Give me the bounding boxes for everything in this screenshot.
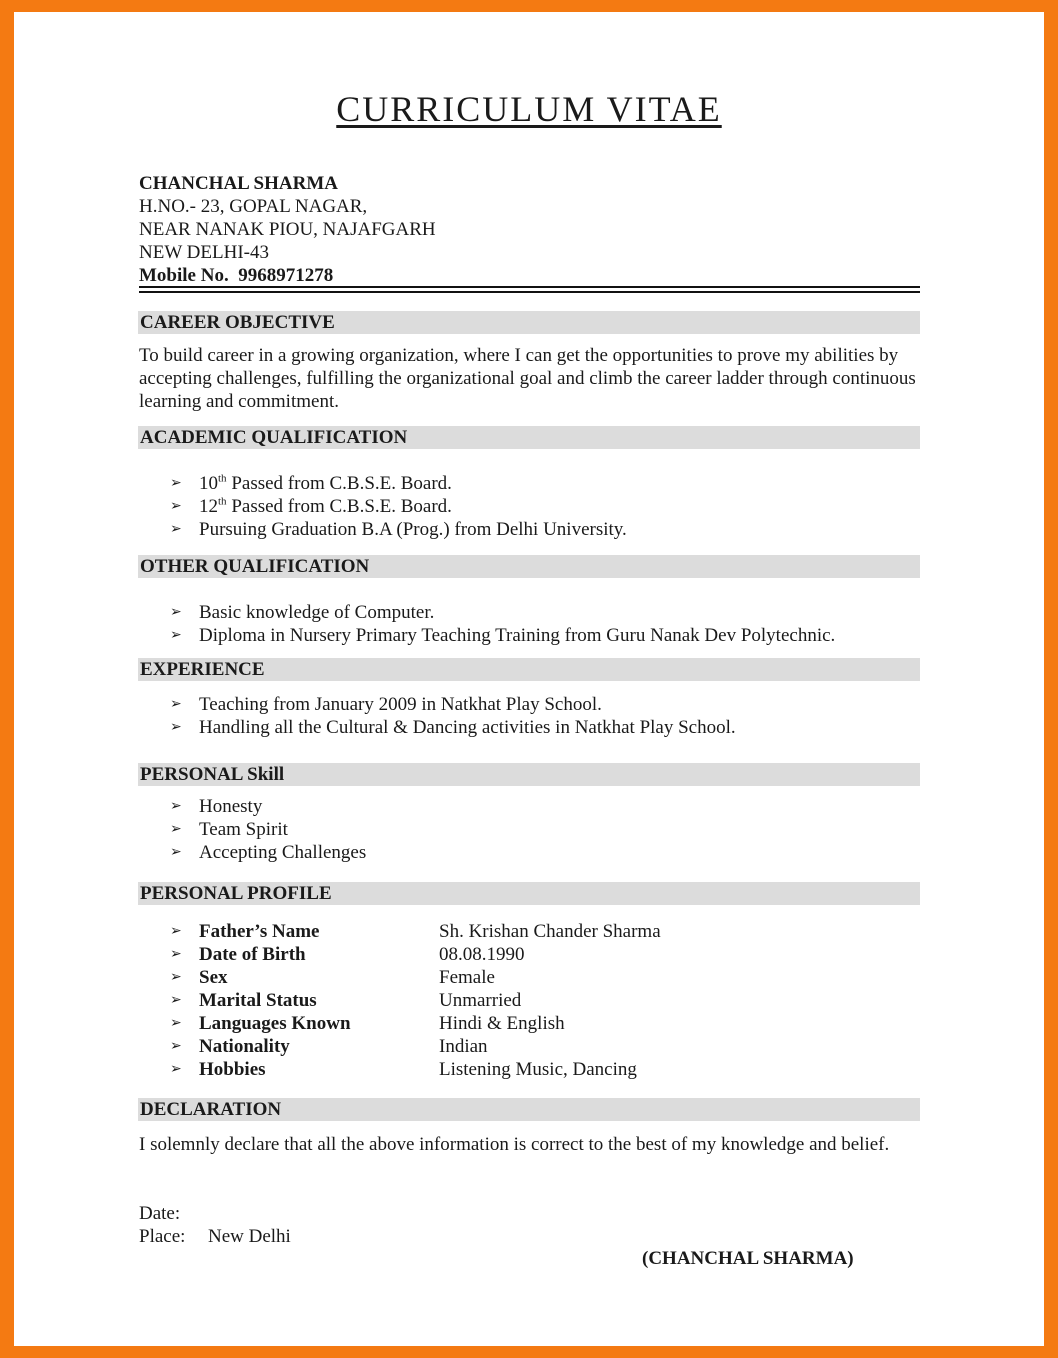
section-heading-experience: EXPERIENCE [138,658,920,681]
list-item: ➢ 10th Passed from C.B.S.E. Board. [170,472,452,494]
section-heading-other-qualification: OTHER QUALIFICATION [138,555,920,578]
arrow-bullet-icon: ➢ [170,719,182,735]
arrow-bullet-icon: ➢ [170,521,182,537]
section-heading-declaration: DECLARATION [138,1098,920,1121]
list-item: ➢ Basic knowledge of Computer. [170,602,435,623]
arrow-bullet-icon: ➢ [170,475,182,491]
list-item: ➢ Team Spirit [170,819,288,840]
document-title: CURRICULUM VITAE [336,89,722,129]
list-item: ➢ Accepting Challenges [170,842,367,863]
list-item: ➢ Diploma in Nursery Primary Teaching Training from Guru Nanak Dev Polytechnic. [170,625,836,646]
experience-list [170,693,736,739]
arrow-bullet-icon: ➢ [170,969,182,985]
place-value: New Delhi [208,1226,291,1247]
arrow-bullet-icon: ➢ [170,1015,182,1031]
arrow-bullet-icon: ➢ [170,844,182,860]
header-divider [139,286,920,288]
address-line-2: NEAR NANAK PIOU, NAJAFGARH [139,219,436,240]
signature-name: (CHANCHAL SHARMA) [642,1248,854,1269]
list-item: ➢ Handling all the Cultural & Dancing activities in Natkhat Play School. [170,717,736,738]
list-item: ➢ Teaching from January 2009 in Natkhat Play School. [170,694,602,715]
arrow-bullet-icon: ➢ [170,696,182,712]
list-item: ➢ Honesty [170,796,263,817]
address-line-1: H.NO.- 23, GOPAL NAGAR, [139,196,368,217]
skills-list [170,795,366,864]
mobile-number: Mobile No. 9968971278 [139,265,334,286]
header-divider-2 [139,291,920,293]
list-item: ➢ 12th Passed from C.B.S.E. Board. [170,495,452,517]
arrow-bullet-icon: ➢ [170,1038,182,1054]
section-heading-career-objective: CAREER OBJECTIVE [138,311,920,334]
arrow-bullet-icon: ➢ [170,627,182,643]
academic-list [170,472,627,541]
arrow-bullet-icon: ➢ [170,498,182,514]
date-label: Date: [139,1203,181,1224]
section-heading-personal-skill: PERSONAL Skill [138,763,920,786]
arrow-bullet-icon: ➢ [170,1061,182,1077]
contact-block [139,172,436,287]
arrow-bullet-icon: ➢ [170,798,182,814]
other-qualification-list [170,601,835,647]
list-item: ➢ Pursuing Graduation B.A (Prog.) from Delhi University. [170,519,627,540]
arrow-bullet-icon: ➢ [170,992,182,1008]
address-line-3: NEW DELHI-43 [139,242,269,263]
arrow-bullet-icon: ➢ [170,821,182,837]
declaration-text: I solemnly declare that all the above information is correct to the best of my knowledge and belief. [139,1134,890,1155]
place-label: Place: [139,1226,186,1247]
section-heading-academic: ACADEMIC QUALIFICATION [138,426,920,449]
section-heading-personal-profile: PERSONAL PROFILE [138,882,920,905]
resume-page: CURRICULUM VITAE CHANCHAL SHARMA H.NO.- 23, GOPAL NAGAR, NEAR NANAK PIOU, NAJAFGARH NEW DELHI-43 Mobile No. 9968971278 CAREER OBJECTIVE To build career in a growing organization, where I can get the opportunities to prove my abilities by accepting challenges, fulfilling the organizational goal and climb the career ladder through continuous learning and commitment. ACADEMIC QUALIFICATION ➢ 10th Passed from C.B.S.E. Board. ➢ 12th Passed from C.B.S.E. Board. ➢ Pursuing Graduation B.A (Prog.) from Delhi University. OTHER QUALIFICATION ➢ Basic knowledge of Computer. ➢ Diploma in Nursery Primary Teaching Training from Guru Nanak Dev Polytechnic. EXPERIENCE ➢ Teaching from January 2009 in Natkhat Play School. ➢ Handling all the Cultural & Dancing activities in Natkhat Play School. PERSONAL Skill ➢ Honesty ➢ Team Spirit ➢ Accepting Challenges PERSONAL PROFILE ➢ Father’s Name Sh. Krishan Chander Sharma ➢ Date of Birth 08.08.1990 ➢ Sex Female ➢ Marital Status Unmarried ➢ Languages Known Hindi & English ➢ Nationality Indian ➢ Hobbies Listening Music, Dancing DECLARATION I solemnly declare that all the above information is correct to the best of my knowledge and belief. Date: Place: New Delhi (CHANCHAL SHARMA) [14,12,1044,1346]
arrow-bullet-icon: ➢ [170,946,182,962]
arrow-bullet-icon: ➢ [170,923,182,939]
candidate-name: CHANCHAL SHARMA [139,173,338,194]
arrow-bullet-icon: ➢ [170,604,182,620]
career-objective-text: To build career in a growing organization, where I can get the opportunities to prove my abilities by accepting challenges, fulfilling the organizational goal and climb the career ladder through continuous learning and commitment. [139,345,916,412]
